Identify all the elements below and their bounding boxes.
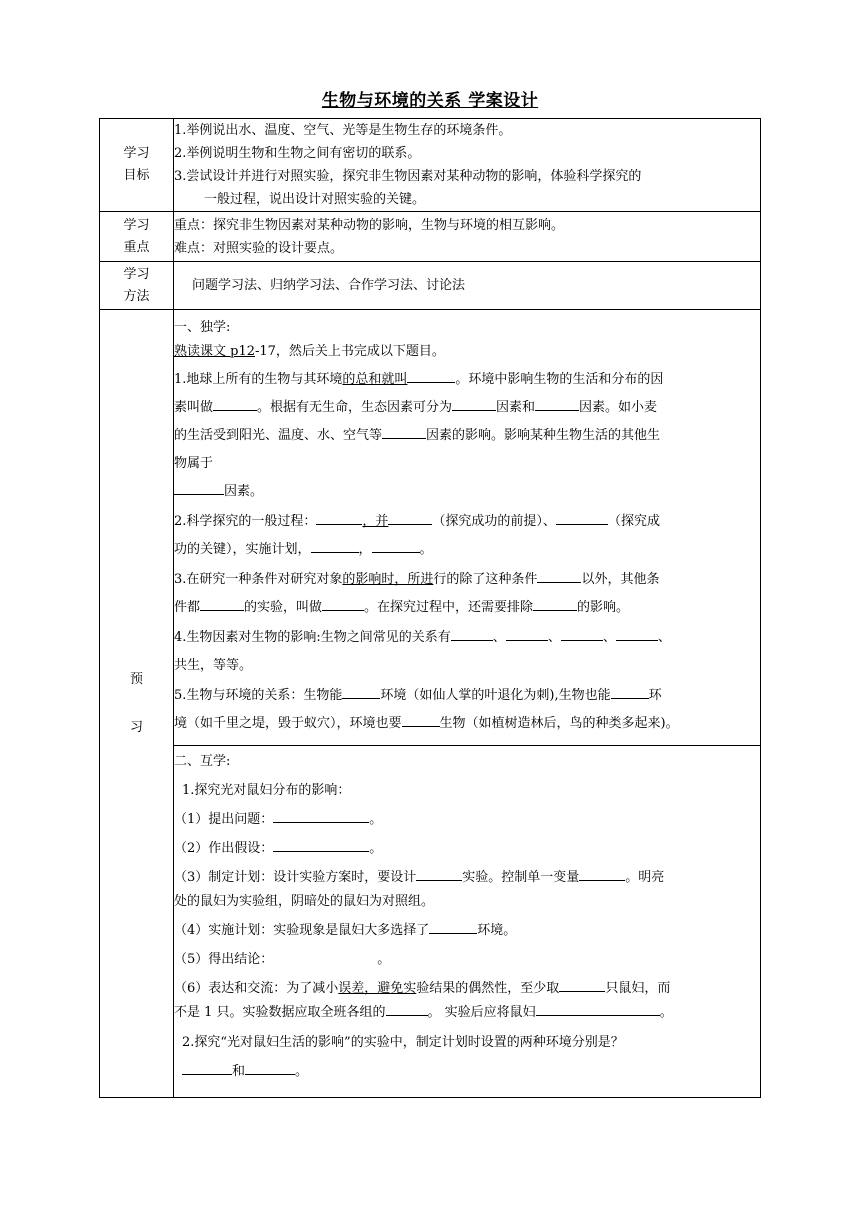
blank <box>388 510 432 525</box>
text: -17，然后关上书完成以下题目。 <box>255 344 445 359</box>
text: 因素。 <box>224 484 264 499</box>
blank <box>311 538 359 553</box>
underlined-text: 误差，避免实 <box>338 981 417 996</box>
blank <box>506 626 548 641</box>
text: 。 <box>295 1064 309 1079</box>
text: （3）制定计划：设计实验方案时，要设计 <box>174 870 417 885</box>
row-methods <box>100 262 761 310</box>
methods-text: 问题学习法、归纳学习法、合作学习法、讨论法 <box>192 277 466 293</box>
text: 只鼠妇，而 <box>605 981 671 996</box>
blank <box>213 396 257 411</box>
step-line <box>174 837 760 861</box>
row-preview-self-study <box>100 310 761 746</box>
section-heading: 一、独学: <box>174 320 231 335</box>
text: 功的关键），实施计划， <box>174 542 311 557</box>
step-line <box>174 919 760 943</box>
page-title: 生物与环境的关系 学案设计 <box>321 91 539 111</box>
label-line: 方法 <box>123 288 150 304</box>
blank <box>316 510 362 525</box>
blank <box>182 1060 232 1075</box>
blank <box>579 866 625 881</box>
blank <box>382 424 426 439</box>
blank <box>616 626 658 641</box>
underlined-text: ，并 <box>362 514 389 529</box>
blank <box>245 1060 295 1075</box>
text: （探究成 <box>607 514 660 529</box>
intro-line <box>174 340 760 364</box>
blank <box>451 626 493 641</box>
text: 共生，等等。 <box>174 658 253 673</box>
blank <box>429 919 477 934</box>
goal-item: 一般过程，说出设计对照实验的关键。 <box>204 192 426 207</box>
text: 因素的影响。影响某种生物生活的其他生 <box>426 428 661 443</box>
step-line <box>174 1060 760 1084</box>
text: 以外，其他条 <box>581 572 660 587</box>
label-line: 学习 <box>123 266 150 282</box>
label-key-points <box>100 212 174 262</box>
question-5-line <box>174 712 760 736</box>
blank <box>407 368 455 383</box>
text: （2）作出假设： <box>174 841 274 856</box>
row-preview-mutual-study <box>100 746 761 1098</box>
text: 。在探究过程中，还需要排除 <box>364 600 534 615</box>
question-3-line <box>174 596 760 620</box>
text: 。 实验后应将鼠妇 <box>427 1005 536 1020</box>
goal-item: 3.尝试设计并进行对照实验，探究非生物因素对某种动物的影响，体验科学探究的 <box>174 169 642 184</box>
text: 、 <box>492 630 506 645</box>
label-line: 学习 <box>123 146 150 161</box>
text: 验结果的偶然性，至少取 <box>416 981 560 996</box>
section-heading: 二、互学: <box>174 754 231 769</box>
goal-item: 2.举例说明生物和生物之间有密切的联系。 <box>174 146 421 161</box>
mutual-study-content <box>174 746 761 1098</box>
blank <box>273 837 369 852</box>
step-line <box>174 948 760 972</box>
text: 。 <box>369 841 383 856</box>
blank <box>611 684 649 699</box>
text: 环境（如仙人掌的叶退化为刺),生物也能 <box>380 688 611 703</box>
text: 行的除了这种条件 <box>433 572 538 587</box>
text: 处的鼠妇为实验组，阴暗处的鼠妇为对照组。 <box>174 894 435 909</box>
blank <box>322 596 364 611</box>
text: 2.科学探究的一般过程： <box>174 514 317 529</box>
label-methods <box>100 262 174 310</box>
text: 境（如千里之堤，毁于蚁穴），环境也要 <box>174 716 402 731</box>
question-1-line <box>174 480 760 504</box>
text: 因素和 <box>496 400 536 415</box>
underlined-text: 的影响时，所进 <box>342 572 434 587</box>
blank <box>556 510 608 525</box>
text: 。环境中影响生物的生活和分布的因 <box>455 372 664 387</box>
blank <box>372 538 420 553</box>
step-line <box>174 808 760 832</box>
text: 3.在研究一种条件对研究对象 <box>174 572 343 587</box>
text: ， <box>358 542 372 557</box>
blank <box>533 596 577 611</box>
text: 和 <box>232 1064 246 1079</box>
text: 、 <box>657 630 671 645</box>
blank <box>174 480 224 495</box>
blank <box>386 1001 428 1016</box>
blank <box>416 866 462 881</box>
label-line: 学习 <box>123 217 150 233</box>
text: 4.生物因素对生物的影响:生物之间常见的关系有 <box>174 630 451 645</box>
row-key-points <box>100 212 761 262</box>
text: 的生活受到阳光、温度、水、空气等 <box>174 428 383 443</box>
question-1-line <box>174 424 760 448</box>
blank <box>561 626 603 641</box>
task-title: 2.探究“光对鼠妇生活的影响”的实验中，制定计划时设置的两种环境分别是？ <box>182 1035 624 1050</box>
label-line: 重点 <box>123 239 150 255</box>
label-preview <box>100 310 174 1098</box>
text: 因素。如小麦 <box>579 400 658 415</box>
blank <box>537 568 581 583</box>
label-line: 习 <box>129 719 143 735</box>
text: 。明亮 <box>625 870 665 885</box>
text: 环 <box>648 688 662 703</box>
question-5-line <box>174 684 760 708</box>
step-line <box>174 977 760 1001</box>
text: （1）提出问题： <box>174 812 274 827</box>
text: 素叫做 <box>174 400 214 415</box>
self-study-content <box>174 310 761 746</box>
text: （5）得出结论： <box>174 952 274 967</box>
blank <box>402 712 440 727</box>
question-2-line <box>174 510 760 534</box>
label-line: 目标 <box>123 168 150 183</box>
keypoints-content <box>174 212 761 262</box>
step-line <box>174 866 760 890</box>
text: 物属于 <box>174 456 214 471</box>
label-line: 预 <box>129 671 143 687</box>
underlined-text: 的总和就叫 <box>342 372 408 387</box>
blank <box>559 977 605 992</box>
text: 5.生物与环境的关系：生物能 <box>174 688 343 703</box>
text: 。 <box>419 542 433 557</box>
text: 、 <box>547 630 561 645</box>
text: （4）实施计划：实验现象是鼠妇大多选择了 <box>174 923 430 938</box>
text: （探究成功的前提）、 <box>432 514 556 529</box>
goals-content <box>174 119 761 212</box>
text: 、 <box>602 630 616 645</box>
blank <box>273 808 369 823</box>
text: 件都 <box>174 600 201 615</box>
text: 。 <box>377 952 391 967</box>
text: 的影响。 <box>577 600 630 615</box>
question-3-line <box>174 568 760 592</box>
label-learning-goals <box>100 119 174 212</box>
key-point: 重点：探究非生物因素对某种动物的影响，生物与环境的相互影响。 <box>174 217 565 233</box>
blank <box>200 596 244 611</box>
blank <box>536 1001 660 1016</box>
text: 环境。 <box>477 923 517 938</box>
study-plan-table <box>99 118 761 1098</box>
text: （6）表达和交流：为了减小 <box>174 981 339 996</box>
methods-content <box>174 262 761 310</box>
difficult-point: 难点：对照实验的设计要点。 <box>174 240 344 256</box>
text: 生物（如植树造林后，鸟的种类多起来)。 <box>439 716 679 731</box>
text: 的实验，叫做 <box>244 600 323 615</box>
step-line <box>174 1001 760 1025</box>
text: 。 <box>659 1005 673 1020</box>
text: 实验。控制单一变量 <box>462 870 580 885</box>
goal-item: 1.举例说出水、温度、空气、光等是生物生存的环境条件。 <box>174 123 512 138</box>
text: 不是 1 只。实验数据应取全班各组的 <box>174 1005 386 1020</box>
question-4-line <box>174 626 760 650</box>
text: 。根据有无生命，生态因素可分为 <box>257 400 453 415</box>
question-1-line <box>174 368 760 392</box>
underlined-text: 熟读课文 p12 <box>174 344 255 359</box>
question-2-line <box>174 538 760 562</box>
blank <box>452 396 496 411</box>
task-title: 1.探究光对鼠妇分布的影响： <box>182 783 351 798</box>
text: 。 <box>369 812 383 827</box>
blank <box>342 684 380 699</box>
text: 1.地球上所有的生物与其环境 <box>174 372 343 387</box>
row-learning-goals <box>100 119 761 212</box>
blank <box>535 396 579 411</box>
question-1-line <box>174 396 760 420</box>
